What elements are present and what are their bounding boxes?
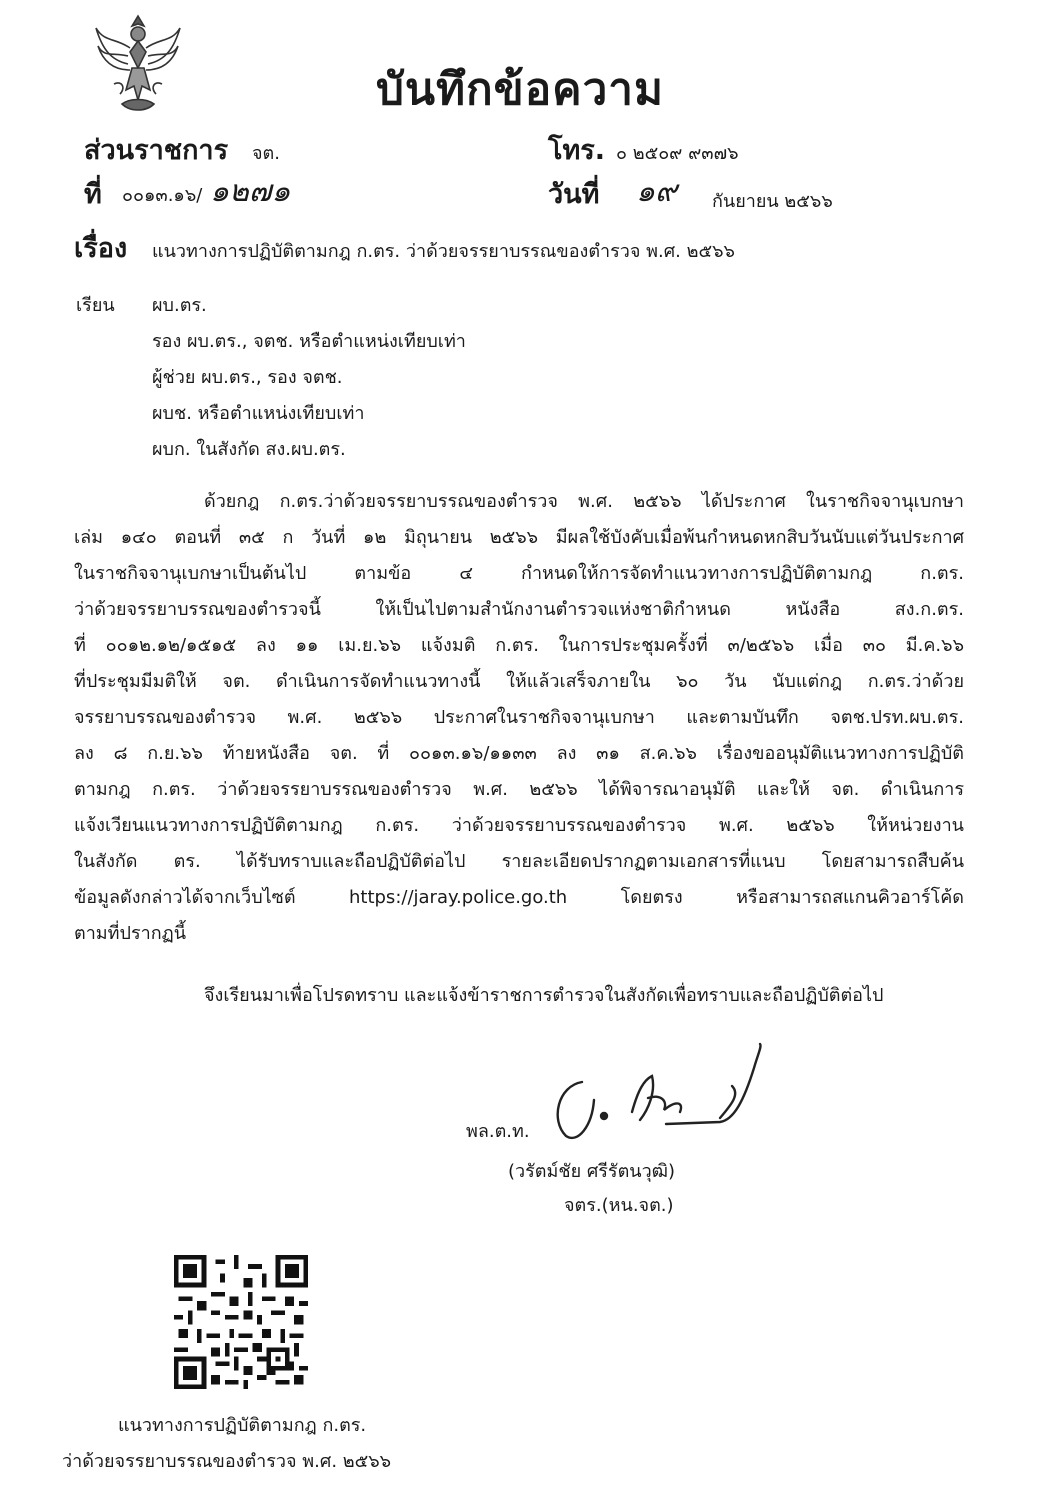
body-line: จรรยาบรรณของตำรวจ พ.ศ. ๒๕๖๖ ประกาศในราชกิจจานุเบกษา และตามบันทึก จตช.ปรท.ผบ.ตร. — [74, 707, 964, 728]
body-line: ตามกฎ ก.ตร. ว่าด้วยจรรยาบรรณของตำรวจ พ.ศ. ๒๕๖๖ ได้พิจารณาอนุมัติ และให้ จต. ดำเนินการ — [74, 779, 964, 800]
memo-title: บันทึกข้อความ — [375, 64, 664, 115]
body-line: ที่ประชุมมีมติให้ จต. ดำเนินการจัดทำแนวทางนี้ ให้แล้วเสร็จภายใน ๖๐ วัน นับแต่กฎ ก.ตร.ว่าด้วย — [74, 671, 964, 692]
agency-value: จต. — [252, 143, 280, 164]
body-line: ด้วยกฎ ก.ตร.ว่าด้วยจรรยาบรรณของตำรวจ พ.ศ. ๒๕๖๖ ได้ประกาศ ในราชกิจจานุเบกษา — [204, 491, 964, 512]
signer-rank: พล.ต.ท. — [466, 1121, 530, 1142]
ref-prefix: ๐๐๑๓.๑๖/ — [122, 185, 203, 206]
date-label: วันที่ — [548, 179, 600, 210]
body-line: ตามที่ปรากฏนี้ — [74, 923, 187, 944]
body-paragraph — [74, 486, 964, 966]
recipient-line: ผบ.ตร. — [152, 295, 207, 316]
ref-number-handwritten: ๑๒๗๑ — [210, 174, 291, 209]
signer-position: จตร.(หน.จต.) — [564, 1195, 674, 1216]
ref-label: ที่ — [84, 179, 102, 210]
subject-value: แนวทางการปฏิบัติตามกฎ ก.ตร. ว่าด้วยจรรยาบรรณของตำรวจ พ.ศ. ๒๕๖๖ — [152, 241, 735, 262]
to-label: เรียน — [76, 295, 115, 316]
body-line: ลง ๘ ก.ย.๖๖ ท้ายหนังสือ จต. ที่ ๐๐๑๓.๑๖/๑๑๓๓ ลง ๓๑ ส.ค.๖๖ เรื่องขออนุมัติแนวทางการปฏิบัติ — [74, 743, 964, 764]
agency-label: ส่วนราชการ — [84, 135, 229, 166]
subject-label: เรื่อง — [74, 233, 128, 264]
qr-code-icon[interactable] — [174, 1255, 308, 1389]
body-line: แจ้งเวียนแนวทางการปฏิบัติตามกฎ ก.ตร. ว่าด้วยจรรยาบรรณของตำรวจ พ.ศ. ๒๕๖๖ ให้หน่วยงาน — [74, 815, 964, 836]
recipient-line: ผบก. ในสังกัด สง.ผบ.ตร. — [152, 439, 346, 460]
phone-label: โทร. — [548, 135, 606, 166]
date-month-year: กันยายน ๒๕๖๖ — [712, 191, 833, 212]
date-day-handwritten: ๑๙ — [636, 174, 678, 209]
body-line: ว่าด้วยจรรยาบรรณของตำรวจนี้ ให้เป็นไปตามสำนักงานตำรวจแห่งชาติกำหนด หนังสือ สง.ก.ตร. — [74, 599, 964, 620]
recipient-line: รอง ผบ.ตร., จตช. หรือตำแหน่งเทียบเท่า — [152, 331, 466, 352]
phone-value: ๐ ๒๕๐๙ ๙๓๗๖ — [616, 143, 739, 164]
qr-caption-line1: แนวทางการปฏิบัติตามกฎ ก.ตร. — [118, 1415, 367, 1436]
recipient-line: ผบช. หรือตำแหน่งเทียบเท่า — [152, 403, 365, 424]
body-line: ที่ ๐๐๑๒.๑๒/๑๕๑๕ ลง ๑๑ เม.ย.๖๖ แจ้งมติ ก.ตร. ในการประชุมครั้งที่ ๓/๒๕๖๖ เมื่อ ๓๐ มี.ค.๖๖ — [74, 635, 964, 656]
body-line: เล่ม ๑๔๐ ตอนที่ ๓๕ ก วันที่ ๑๒ มิถุนายน ๒๕๖๖ มีผลใช้บังคับเมื่อพ้นกำหนดหกสิบวันนับแต่วันประกาศ — [74, 527, 964, 548]
signer-name: (วรัตม์ชัย ศรีรัตนวุฒิ) — [508, 1161, 675, 1182]
qr-caption-line2: ว่าด้วยจรรยาบรรณของตำรวจ พ.ศ. ๒๕๖๖ — [62, 1451, 392, 1472]
handwritten-signature-icon — [548, 1040, 768, 1140]
body-line: ในสังกัด ตร. ได้รับทราบและถือปฏิบัติต่อไป รายละเอียดปรากฏตามเอกสารที่แนบ โดยสามารถสืบค้น — [74, 851, 964, 872]
closing-statement: จึงเรียนมาเพื่อโปรดทราบ และแจ้งข้าราชการตำรวจในสังกัดเพื่อทราบและถือปฏิบัติต่อไป — [204, 985, 884, 1006]
recipient-line: ผู้ช่วย ผบ.ตร., รอง จตช. — [152, 367, 343, 388]
body-line: ข้อมูลดังกล่าวได้จากเว็บไซต์ https://jaray.police.go.th โดยตรง หรือสามารถสแกนคิวอาร์โค้ด — [74, 887, 964, 908]
body-line: ในราชกิจจานุเบกษาเป็นต้นไป ตามข้อ ๔ กำหนดให้การจัดทำแนวทางการปฏิบัติตามกฎ ก.ตร. — [74, 563, 964, 584]
